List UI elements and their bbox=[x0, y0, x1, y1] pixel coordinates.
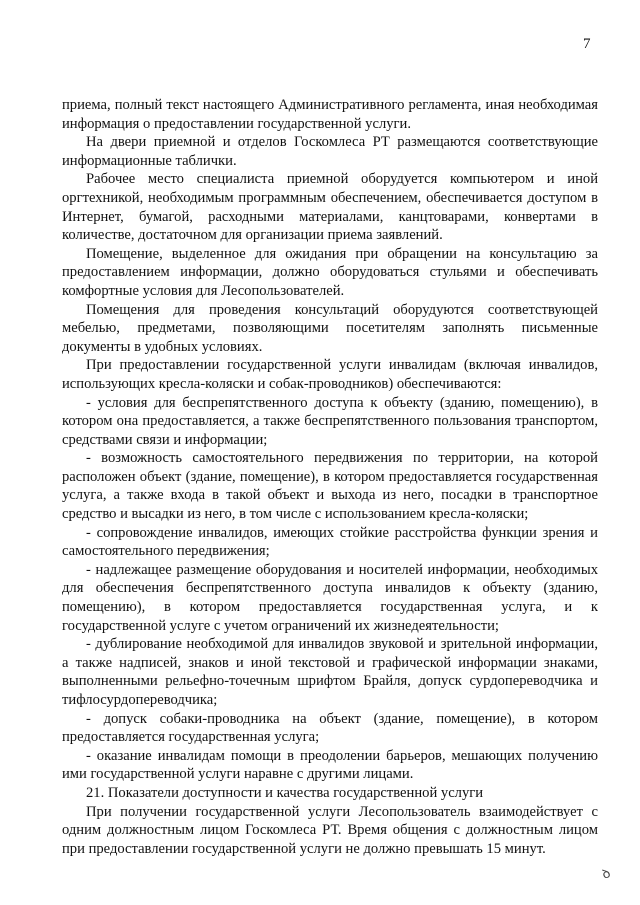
list-item-equipment-placement: - надлежащее размещение оборудования и носителей информации, необходимых для обеспечения беспрепятственного доступа инвалидов к объекту (зданию, помещению), в котором предоставляется государственная услуга, и к государственной услуге с учетом ограничений их жизнедеятельности; bbox=[62, 561, 598, 634]
list-item-barrier-help: - оказание инвалидам помощи в преодолении барьеров, мешающих получению ими государственной услуги наравне с другими лицами. bbox=[62, 747, 598, 783]
page-number: 7 bbox=[583, 36, 591, 52]
paragraph-consultation-rooms: Помещения для проведения консультаций оборудуются соответствующей мебелью, предметами, позволяющими посетителям заполнять письменные документы в удобных условиях. bbox=[62, 301, 598, 355]
paragraph-continuation: приема, полный текст настоящего Административного регламента, иная необходимая информация о предоставлении государственной услуги. bbox=[62, 97, 598, 132]
paragraph-disabled-intro: При предоставлении государственной услуги инвалидам (включая инвалидов, использующих кресла-коляски и собак-проводников) обеспечиваются: bbox=[62, 357, 598, 392]
section-heading-21: 21. Показатели доступности и качества государственной услуги bbox=[86, 784, 484, 801]
handwritten-mark-icon: ꝺ bbox=[599, 865, 613, 882]
paragraph-waiting-room: Помещение, выделенное для ожидания при обращении на консультацию за предоставлением информации, должно оборудоваться стульями и обеспечивать комфортные условия для Лесопользователей. bbox=[62, 245, 598, 299]
list-item-guide-dog: - допуск собаки-проводника на объект (здание, помещение), в котором предоставляется государственная услуга; bbox=[62, 710, 598, 746]
list-item-movement: - возможность самостоятельного передвижения по территории, на которой расположен объект (здание, помещение), в котором предоставляется государственная услуга, а также входа в такой объект и выхода из него, посадки в транспортное средство и высадки из него, в том числе с использованием кресла-коляски; bbox=[62, 450, 598, 523]
paragraph-door-signs: На двери приемной и отделов Госкомлеса РТ размещаются соответствующие информационные таблички. bbox=[62, 134, 598, 169]
list-item-information-duplication: - дублирование необходимой для инвалидов звуковой и зрительной информации, а также надписей, знаков и иной текстовой и графической информации знаками, выполненными рельефно-точечным шрифтом Брайля, допуск сурдопереводчика и тифлосурдопереводчика; bbox=[62, 636, 598, 708]
document-body bbox=[62, 96, 598, 858]
paragraph-workplace: Рабочее место специалиста приемной оборудуется компьютером и иной оргтехникой, необходимым программным обеспечением, обеспечивается доступом в Интернет, бумагой, расходными материалами, канцтоварами, конвертами в количестве, достаточном для организации приема заявлений. bbox=[62, 171, 598, 244]
list-item-access-conditions: - условия для беспрепятственного доступа к объекту (зданию, помещению), в котором она предоставляется, а также беспрепятственного пользования транспортом, средствами связи и информации; bbox=[62, 394, 598, 448]
list-item-escort: - сопровождение инвалидов, имеющих стойкие расстройства функции зрения и самостоятельного передвижения; bbox=[62, 524, 598, 560]
paragraph-interaction-time: При получении государственной услуги Лесопользователь взаимодействует с одним должностным лицом Госкомлеса РТ. Время общения с должностным лицом при предоставлении государственной услуги не должно превышать 15 минут. bbox=[62, 803, 598, 857]
